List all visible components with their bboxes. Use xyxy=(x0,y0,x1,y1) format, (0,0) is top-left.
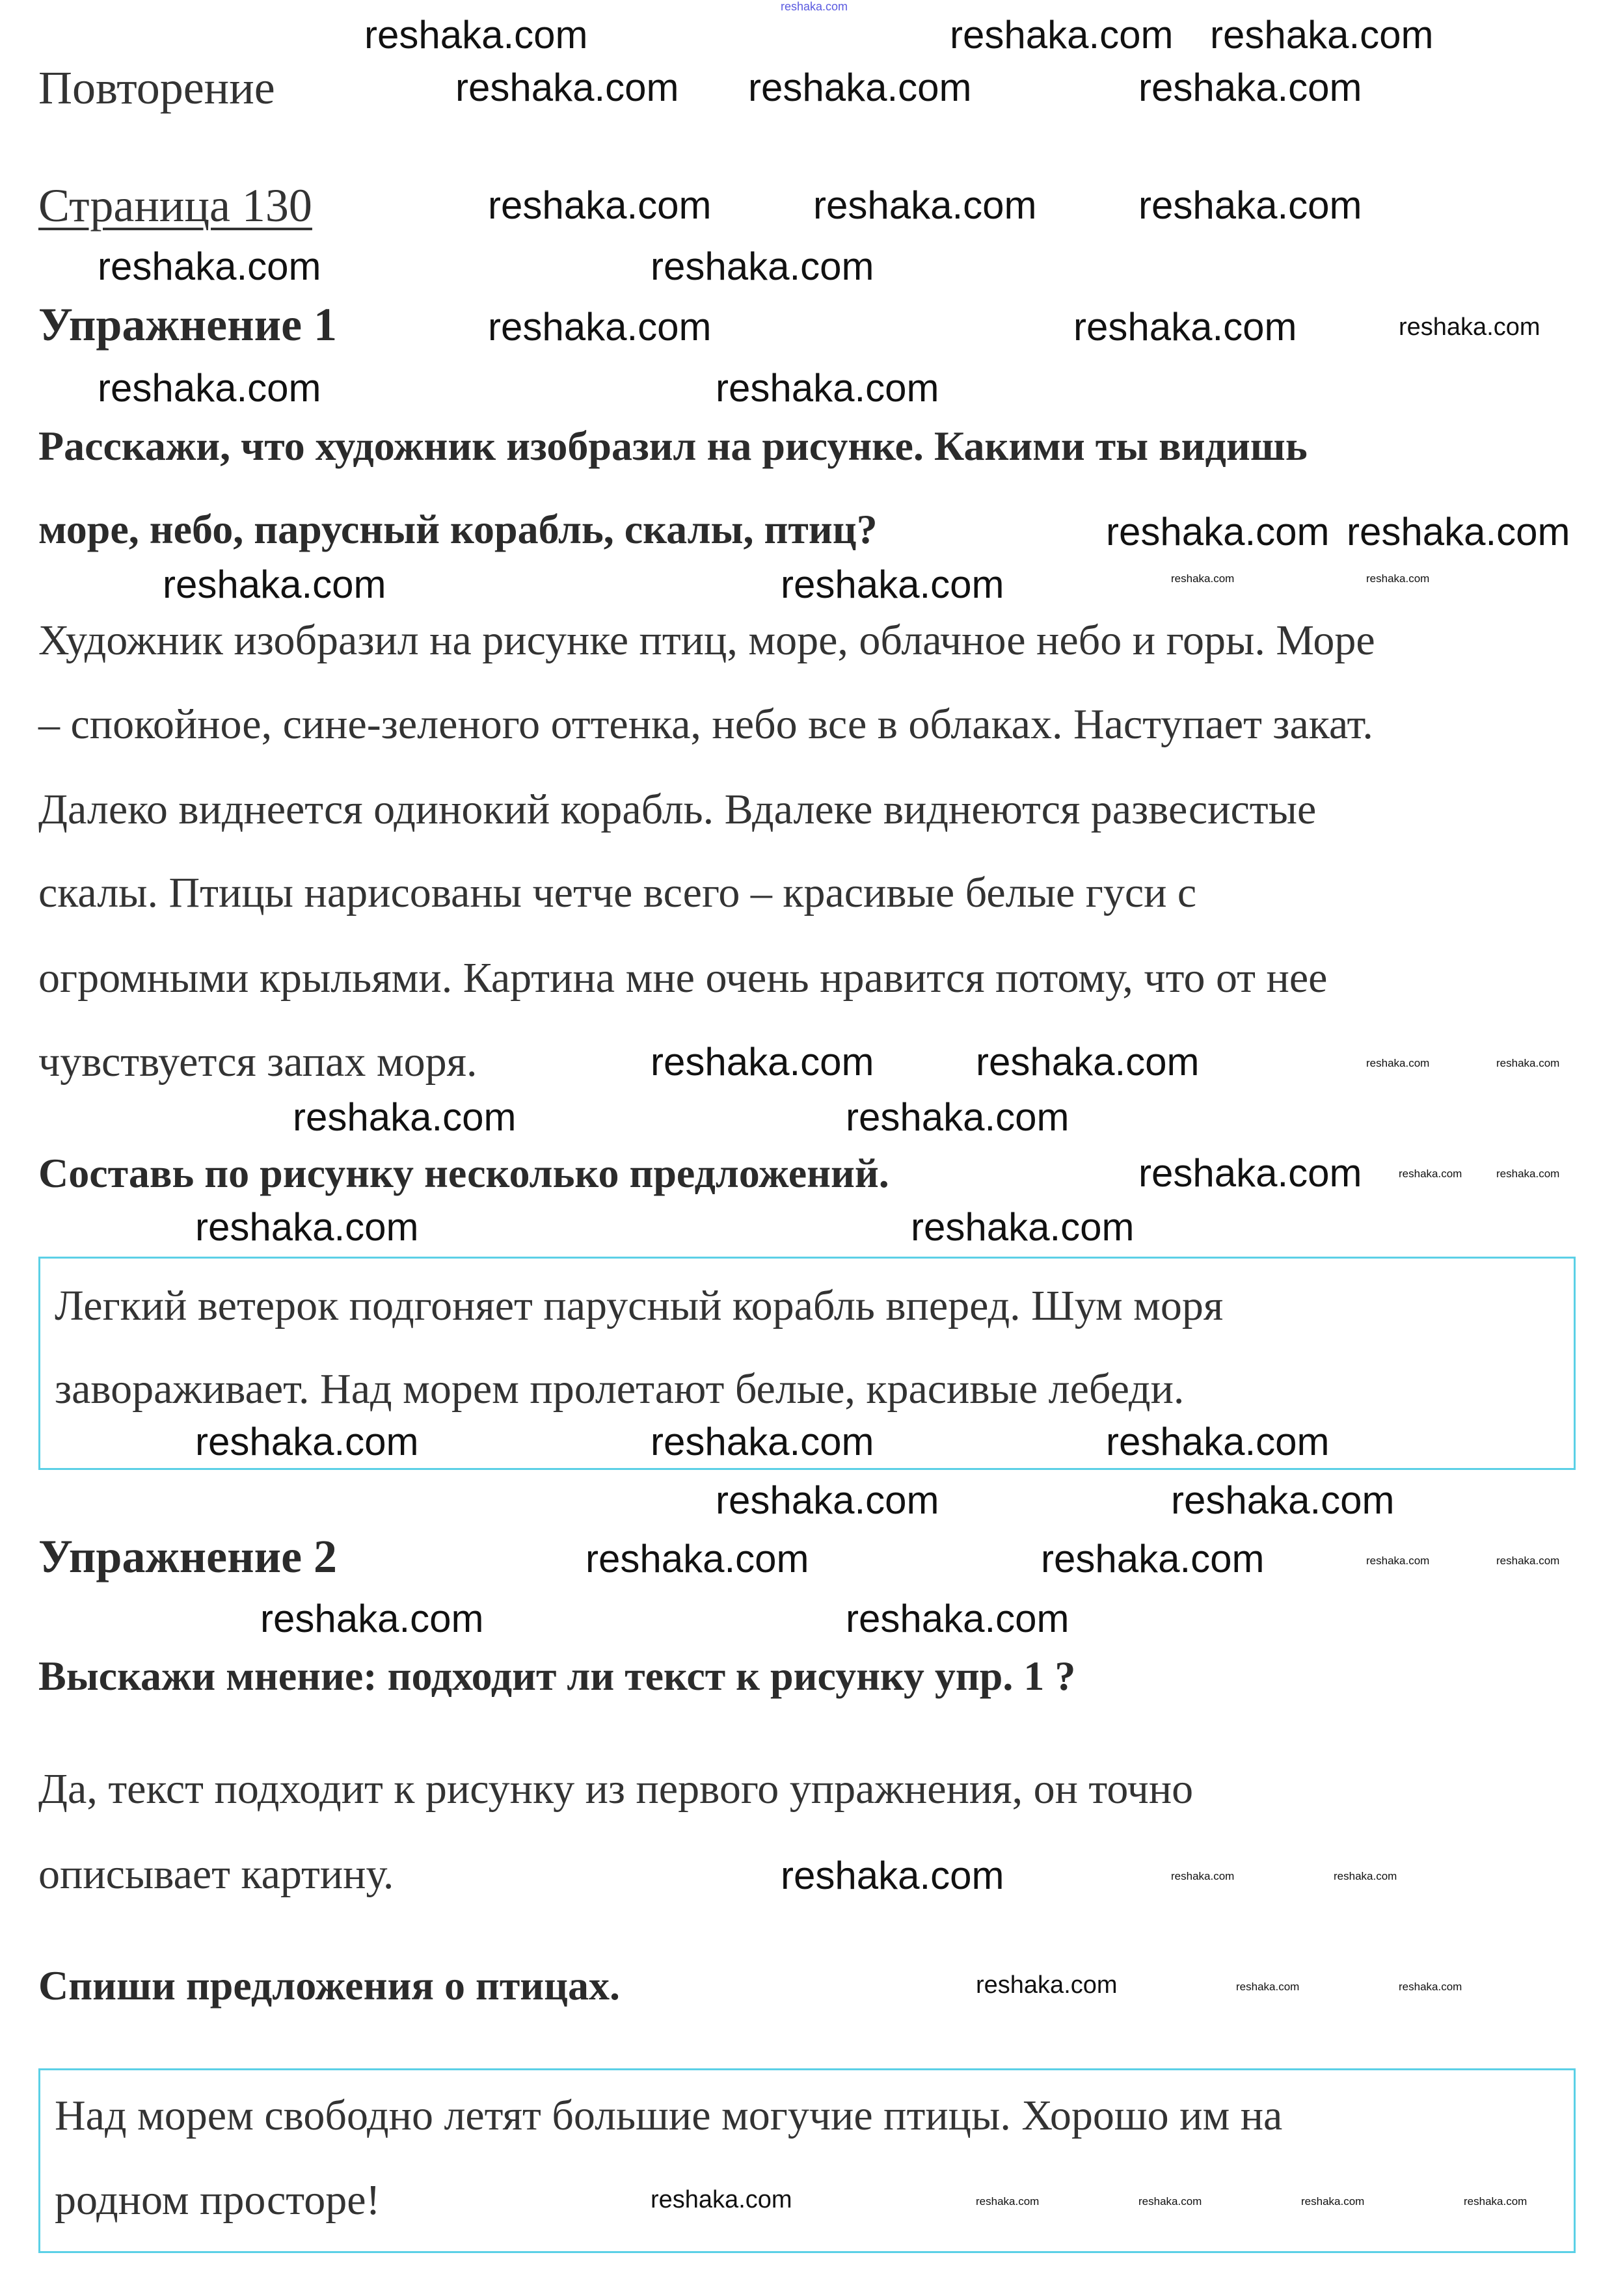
watermark-text: reshaka.com xyxy=(1073,305,1297,349)
watermark-text: reshaka.com xyxy=(1041,1537,1265,1581)
watermark-text: reshaka.com xyxy=(1210,13,1434,57)
answer-box-2 xyxy=(38,2068,1576,2253)
watermark-text: reshaka.com xyxy=(1171,1478,1395,1522)
watermark-text: reshaka.com xyxy=(1106,1420,1330,1463)
watermark-text: reshaka.com xyxy=(364,13,588,57)
exercise-1-title: Упражнение 1 xyxy=(38,299,338,351)
watermark-text: reshaka.com xyxy=(1138,66,1362,109)
watermark-text: reshaka.com xyxy=(716,1478,939,1522)
watermark-text: reshaka.com xyxy=(1496,1555,1560,1567)
watermark-text: reshaka.com xyxy=(781,1854,1004,1897)
watermark-text: reshaka.com xyxy=(1106,510,1330,554)
watermark-text: reshaka.com xyxy=(846,1597,1069,1640)
watermark-text: reshaka.com xyxy=(1347,510,1570,554)
watermark-text: reshaka.com xyxy=(976,2195,1040,2208)
watermark-text: reshaka.com xyxy=(98,245,321,288)
watermark-text: reshaka.com xyxy=(1366,1555,1430,1567)
watermark-text: reshaka.com xyxy=(98,366,321,410)
exercise-2-task: Спиши предложения о птицах. xyxy=(38,1962,620,2009)
exercise-2-answer: описывает картину. xyxy=(38,1850,394,1898)
exercise-1-task: Составь по рисунку несколько предложений. xyxy=(38,1150,889,1196)
watermark-text: reshaka.com xyxy=(1399,1168,1462,1180)
answer-box-line: завораживает. Над морем пролетают белые, красивые лебеди. xyxy=(55,1365,1185,1413)
section-title: Повторение xyxy=(38,62,275,114)
exercise-2-answer: Да, текст подходит к рисунку из первого упражнения, он точно xyxy=(38,1765,1194,1813)
watermark-text: reshaka.com xyxy=(1171,1870,1235,1882)
watermark-text: reshaka.com xyxy=(1366,572,1430,585)
exercise-1-answer: Художник изобразил на рисунке птиц, море, облачное небо и горы. Море xyxy=(38,617,1375,664)
watermark-text: reshaka.com xyxy=(1138,183,1362,227)
watermark-text: reshaka.com xyxy=(911,1205,1135,1249)
exercise-1-question: Расскажи, что художник изобразил на рисунке. Какими ты видишь xyxy=(38,423,1308,469)
exercise-2-question: Выскажи мнение: подходит ли текст к рисунку упр. 1 ? xyxy=(38,1653,1076,1699)
exercise-1-answer: – спокойное, сине-зеленого оттенка, небо все в облаках. Наступает закат. xyxy=(38,701,1373,748)
watermark-text: reshaka.com xyxy=(1334,1870,1397,1882)
watermark-text: reshaka.com xyxy=(195,1420,419,1463)
watermark-text: reshaka.com xyxy=(651,1420,874,1463)
exercise-1-answer: скалы. Птицы нарисованы четче всего – красивые белые гуси с xyxy=(38,869,1197,916)
exercise-1-answer: огромными крыльями. Картина мне очень нравится потому, что от нее xyxy=(38,954,1328,1002)
watermark-text: reshaka.com xyxy=(781,0,848,13)
watermark-text: reshaka.com xyxy=(1138,2195,1202,2208)
watermark-text: reshaka.com xyxy=(455,66,679,109)
watermark-text: reshaka.com xyxy=(488,183,712,227)
exercise-1-answer: Далеко виднеется одинокий корабль. Вдалеке виднеются развесистые xyxy=(38,786,1317,833)
page-title: Страница 130 xyxy=(38,180,312,232)
watermark-text: reshaka.com xyxy=(976,1040,1200,1084)
watermark-text: reshaka.com xyxy=(950,13,1174,57)
watermark-text: reshaka.com xyxy=(748,66,972,109)
watermark-text: reshaka.com xyxy=(1301,2195,1365,2208)
watermark-text: reshaka.com xyxy=(260,1597,484,1640)
watermark-text: reshaka.com xyxy=(1236,1981,1300,1993)
watermark-text: reshaka.com xyxy=(488,305,712,349)
answer-box-line: Легкий ветерок подгоняет парусный корабль вперед. Шум моря xyxy=(55,1282,1224,1329)
watermark-text: reshaka.com xyxy=(1366,1057,1430,1069)
exercise-1-answer: чувствуется запах моря. xyxy=(38,1038,477,1086)
watermark-text: reshaka.com xyxy=(195,1205,419,1249)
watermark-text: reshaka.com xyxy=(293,1095,517,1139)
exercise-1-question: море, небо, парусный корабль, скалы, птиц? xyxy=(38,506,878,552)
watermark-text: reshaka.com xyxy=(813,183,1037,227)
answer-box-line: родном просторе! xyxy=(55,2176,381,2224)
watermark-text: reshaka.com xyxy=(846,1095,1069,1139)
watermark-text: reshaka.com xyxy=(976,1971,1118,1999)
watermark-text: reshaka.com xyxy=(1171,572,1235,585)
watermark-text: reshaka.com xyxy=(1138,1151,1362,1195)
watermark-text: reshaka.com xyxy=(651,1040,874,1084)
watermark-text: reshaka.com xyxy=(163,563,386,606)
answer-box-line: Над морем свободно летят большие могучие птицы. Хорошо им на xyxy=(55,2092,1283,2139)
watermark-text: reshaka.com xyxy=(1496,1168,1560,1180)
watermark-text: reshaka.com xyxy=(1399,1981,1462,1993)
exercise-2-title: Упражнение 2 xyxy=(38,1530,338,1582)
watermark-text: reshaka.com xyxy=(651,245,874,288)
watermark-text: reshaka.com xyxy=(716,366,939,410)
watermark-text: reshaka.com xyxy=(651,2186,792,2213)
watermark-text: reshaka.com xyxy=(1496,1057,1560,1069)
watermark-text: reshaka.com xyxy=(781,563,1004,606)
watermark-text: reshaka.com xyxy=(1464,2195,1527,2208)
watermark-text: reshaka.com xyxy=(1399,314,1540,341)
watermark-text: reshaka.com xyxy=(585,1537,809,1581)
